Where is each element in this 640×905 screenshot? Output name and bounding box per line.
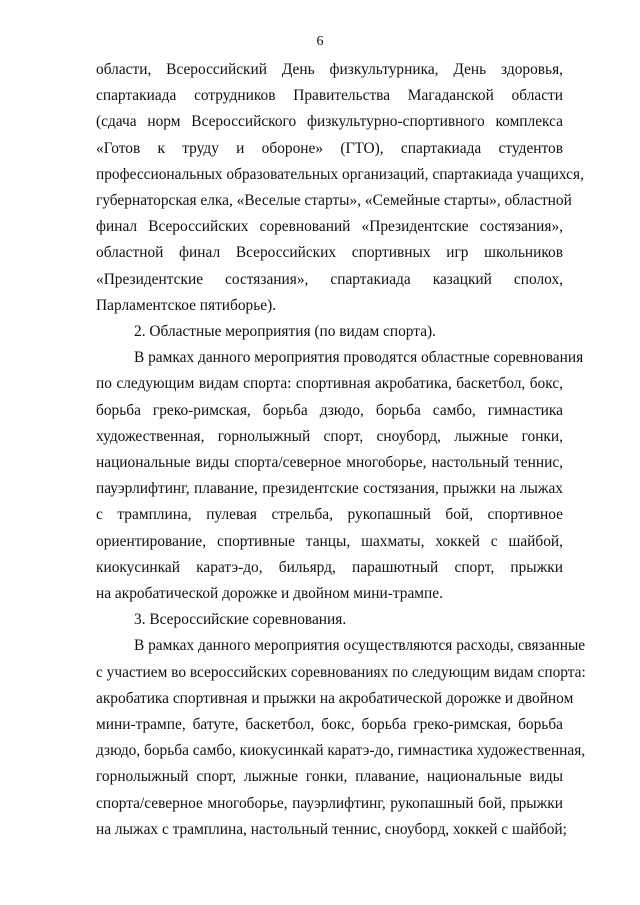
- text-line: областной финал Всероссийских спортивных игр школьников: [96, 244, 563, 262]
- paragraph-p5: [96, 633, 586, 843]
- paragraph-p3: [96, 345, 584, 607]
- document-body: [96, 57, 586, 843]
- text-line: профессиональных образовательных организаций, спартакиада учащихся,: [96, 165, 584, 183]
- text-line: пауэрлифтинг, плавание, президентские состязания, прыжки на лыжах: [96, 480, 563, 498]
- text-line: Парламентское пятиборье).: [96, 296, 277, 314]
- text-line: губернаторская елка, «Веселые старты», «Семейные старты», областной: [96, 192, 572, 210]
- text-line: 2. Областные мероприятия (по видам спорта).: [134, 323, 437, 341]
- text-line: с трамплина, пулевая стрельба, рукопашный бой, спортивное: [96, 506, 563, 524]
- text-line: по следующим видам спорта: спортивная акробатика, баскетбол, бокс,: [96, 375, 563, 393]
- text-line: киокусинкай каратэ-до, бильярд, парашютный спорт, прыжки: [96, 558, 563, 576]
- text-line: с участием во всероссийских соревнованиях по следующим видам спорта:: [96, 663, 586, 681]
- text-line: 3. Всероссийские соревнования.: [134, 611, 347, 629]
- paragraph-p1: [96, 57, 584, 319]
- text-line: мини-трампе, батуте, баскетбол, бокс, борьба греко-римская, борьба: [96, 716, 563, 734]
- text-line: акробатика спортивная и прыжки на акробатической дорожке и двойном: [96, 689, 574, 707]
- text-line: В рамках данного мероприятия проводятся областные соревнования: [134, 349, 584, 367]
- text-line: на лыжах с трамплина, настольный теннис, сноуборд, хоккей с шайбой;: [96, 820, 567, 838]
- text-line: борьба греко-римская, борьба дзюдо, борьба самбо, гимнастика: [96, 401, 563, 419]
- text-line: дзюдо, борьба самбо, киокусинкай каратэ-до, гимнастика художественная,: [96, 742, 586, 760]
- text-line: спорта/северное многоборье, пауэрлифтинг, рукопашный бой, прыжки: [96, 794, 563, 812]
- text-line: художественная, горнолыжный спорт, сноуборд, лыжные гонки,: [96, 427, 563, 445]
- page-number: 6: [316, 34, 324, 49]
- paragraph-p4: [96, 607, 563, 633]
- text-line: финал Всероссийских соревнований «Президентские состязания»,: [96, 218, 563, 236]
- text-line: спартакиада сотрудников Правительства Магаданской области: [96, 87, 563, 105]
- text-line: на акробатической дорожке и двойном мини-трампе.: [96, 585, 443, 603]
- text-line: горнолыжный спорт, лыжные гонки, плавание, национальные виды: [96, 768, 563, 786]
- text-line: национальные виды спорта/северное многоборье, настольный теннис,: [96, 454, 563, 472]
- text-line: ориентирование, спортивные танцы, шахматы, хоккей с шайбой,: [96, 532, 563, 550]
- paragraph-p2: [96, 319, 563, 345]
- text-line: области, Всероссийский День физкультурника, День здоровья,: [96, 61, 563, 78]
- text-line: В рамках данного мероприятия осуществляются расходы, связанные: [134, 637, 586, 655]
- text-line: «Готов к труду и обороне» (ГТО), спартакиада студентов: [96, 139, 563, 157]
- text-line: «Президентские состязания», спартакиада казацкий сполох,: [96, 270, 563, 288]
- text-line: (сдача норм Всероссийского физкультурно-спортивного комплекса: [96, 113, 563, 131]
